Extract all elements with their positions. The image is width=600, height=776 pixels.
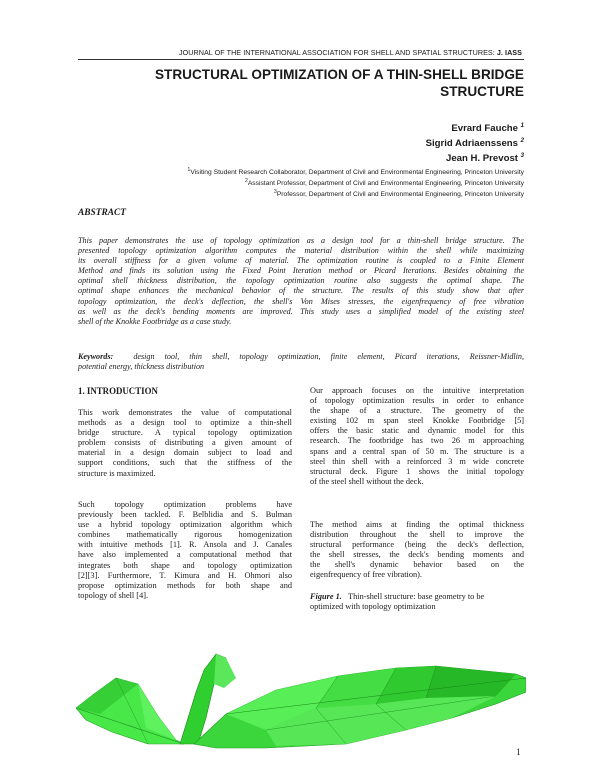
page-number: 1 (516, 748, 521, 758)
abstract-line: This paper demonstrates the use of topology optimization as a design tool for a thin-shell bridge structure. The (78, 236, 524, 245)
figure-caption (310, 592, 524, 612)
intro-paragraph-1 (78, 408, 292, 479)
text-line: Such topology optimization problems have (78, 500, 292, 509)
affiliation: $^1$Visiting Student Research Collaborator, Department of Civil and Environmental Engineering, Princeton University (187, 167, 524, 176)
text-line: structure is maximized. (78, 468, 156, 478)
keywords-line: Keywords: design tool, thin shell, topology optimization, finite element, Picard iterations, Reissner-Midlin, (78, 352, 525, 361)
journal-abbrev: J. IASS (496, 48, 522, 57)
author: Jean H. Prevost $^3$ (445, 153, 524, 164)
keywords-label: Keywords: (78, 352, 114, 361)
text-line: spans and a central span of 50 m. The structure is a (310, 446, 524, 456)
text-line: use a hybrid topology optimization algorithm which (78, 520, 292, 530)
right-paragraph-1 (310, 386, 524, 487)
text-line: structural performance (being the deck's deflection, (310, 540, 524, 550)
text-line: steel thin shell with a reinforced 3 m wide concrete (310, 456, 524, 466)
abstract-line: shell of the Knokke Footbridge as a case study. (78, 316, 232, 326)
keywords (78, 352, 524, 372)
text-line: the shell stresses, the deck's bending moments and (310, 550, 524, 560)
text-line: topology of shell [4]. (78, 590, 149, 600)
abstract-body (78, 236, 524, 327)
text-line: structural deck. Figure 1 shows the initial topology (310, 466, 524, 476)
text-line: offers the basic static and dynamic model for this (310, 426, 524, 436)
text-line: The method aims at finding the optimal thickness (310, 520, 524, 529)
abstract-line: topology optimization, the deck's deflection, the shell's Von Mises stresses, the eigenfrequency of free vibration (78, 296, 524, 306)
text-line: integrates both shape and topology optimization (78, 560, 292, 570)
affiliation: $^2$Assistant Professor, Department of Civil and Environmental Engineering, Princeton University (245, 178, 524, 188)
abstract-line: its overall stiffness for a given volume of material. The optimization routine is coupled to a Finite Element (78, 256, 524, 266)
text-line: problem consists of distributing a given amount of (78, 438, 292, 448)
text-line: material in a design domain subject to load and (78, 448, 292, 458)
section-heading-introduction: 1. INTRODUCTION (78, 386, 158, 396)
title-line: STRUCTURAL OPTIMIZATION OF A THIN-SHELL BRIDGE (154, 67, 524, 82)
text-line: combines mathematically rigorous homogenization (78, 530, 292, 540)
abstract-line: optimal shape enhances the mechanical behavior of the structure. The results of this study show that after (78, 286, 524, 296)
affiliation-list (188, 166, 524, 200)
figure-1-shell-structure (76, 648, 526, 754)
text-line: existing 102 m span steel Knokke Footbridge [5] (310, 416, 524, 426)
right-paragraph-2 (310, 520, 524, 581)
text-line: This work demonstrates the value of computational (78, 408, 292, 417)
figure-label: Figure 1. (310, 592, 342, 601)
text-line: the shape of a structure. The geometry of the (310, 406, 524, 416)
author: Evrard Fauche $^1$ (451, 123, 524, 134)
text-line: Our approach focuses on the intuitive interpretation (310, 386, 524, 395)
affiliation: $^3$Professor, Department of Civil and Environmental Engineering, Princeton University (274, 189, 524, 199)
author: Sigrid Adriaenssens $^2$ (425, 138, 524, 149)
text-line: with intuitive methods [1]. R. Ansola and J. Canales (78, 540, 292, 550)
text-line: previously been tackled. F. Belblidia and S. Bulman (78, 510, 292, 520)
text-line: research. The footbridge has two 26 m approaching (310, 436, 524, 446)
header-rule (78, 59, 524, 60)
text-line: distribution throughout the shell to improve the (310, 530, 524, 540)
abstract-line: optimal shell thickness distribution, the topology optimization routine also suggests the optimal shape. The (78, 276, 524, 286)
abstract-line: Method and finds its solution using the Fixed Point Iteration method or Picard Iterations. Besides obtaining the (78, 266, 524, 276)
text-line: eigenfrequency of free vibration). (310, 570, 422, 580)
text-line: support conditions, such that the stiffness of the (78, 458, 292, 468)
abstract-line: presented topology optimization algorithm computes the material distribution within the shell while maximizing (78, 246, 524, 256)
caption-line: optimized with topology optimization (310, 602, 436, 612)
shell-panel (214, 654, 236, 688)
intro-paragraph-2 (78, 500, 292, 601)
author-list (426, 120, 524, 165)
caption-line: Figure 1. Thin-shell structure: base geometry to be (310, 592, 485, 601)
paper-title (100, 66, 524, 100)
text-line: of topology optimization results in order to enhance (310, 396, 524, 406)
abstract-line: as well as the deck's bending moments are improved. This study uses a simplified model of the existing steel (78, 306, 524, 316)
text-line: methods as a design tool to optimize a thin-shell (78, 418, 292, 428)
title-line: STRUCTURE (440, 84, 524, 99)
text-line: bridge structure. A typical topology optimization (78, 428, 292, 438)
text-line: have also implemented a computational method that (78, 550, 292, 560)
text-line: propose optimization methods for both shape and (78, 580, 292, 590)
text-line: [2][3]. Furthermore, T. Kimura and H. Ohmori also (78, 570, 292, 580)
journal-header: JOURNAL OF THE INTERNATIONAL ASSOCIATION FOR SHELL AND SPATIAL STRUCTURES: J. IASS (178, 48, 522, 57)
abstract-heading: ABSTRACT (78, 208, 126, 218)
text-line: of the steel shell without the deck. (310, 476, 424, 486)
text-line: the shell's dynamic behavior based on the (310, 560, 524, 570)
keywords-line: potential energy, thickness distribution (78, 362, 205, 372)
